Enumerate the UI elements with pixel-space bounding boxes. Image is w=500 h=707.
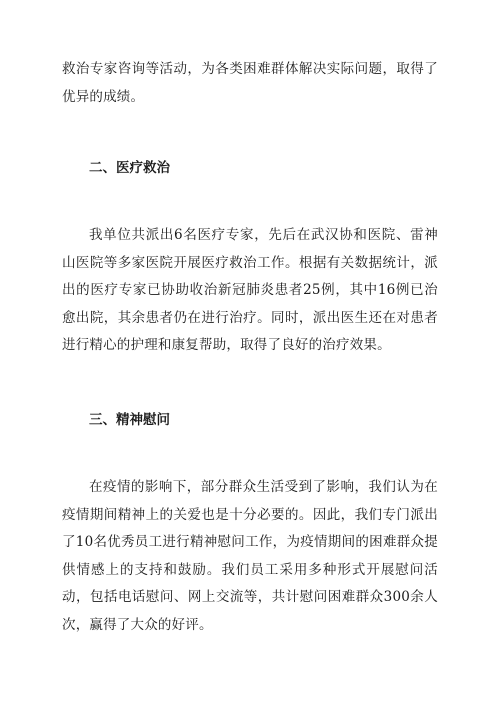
paragraph-intro-tail: 救治专家咨询等活动，为各类困难群体解决实际问题，取得了优异的成绩。 bbox=[62, 61, 438, 105]
section-heading-medical: 二、医疗救治 bbox=[89, 160, 170, 176]
section-heading-comfort: 三、精神慰问 bbox=[89, 412, 170, 428]
paragraph-comfort: 在疫情的影响下，部分群众生活受到了影响，我们认为在疫情期间精神上的关爱也是十分必要的。因此，我们专门派出了10名优秀员工进行精神慰问工作，为疫情期间的困难群众提供情感上的支持和鼓励。我们员工采用多种形式开展慰问活动，包括电话慰问、网上交流等，共计慰问困难群众300余人次，赢得了大众的好评。 bbox=[62, 479, 438, 633]
paragraph-medical: 我单位共派出6名医疗专家，先后在武汉协和医院、雷神山医院等多家医院开展医疗救治工作。根据有关数据统计，派出的医疗专家已协助收治新冠肺炎患者25例，其中16例已治愈出院，其余患者仍在进行治疗。同时，派出医生还在对患者进行精心的护理和康复帮助，取得了良好的治疗效果。 bbox=[62, 227, 438, 353]
